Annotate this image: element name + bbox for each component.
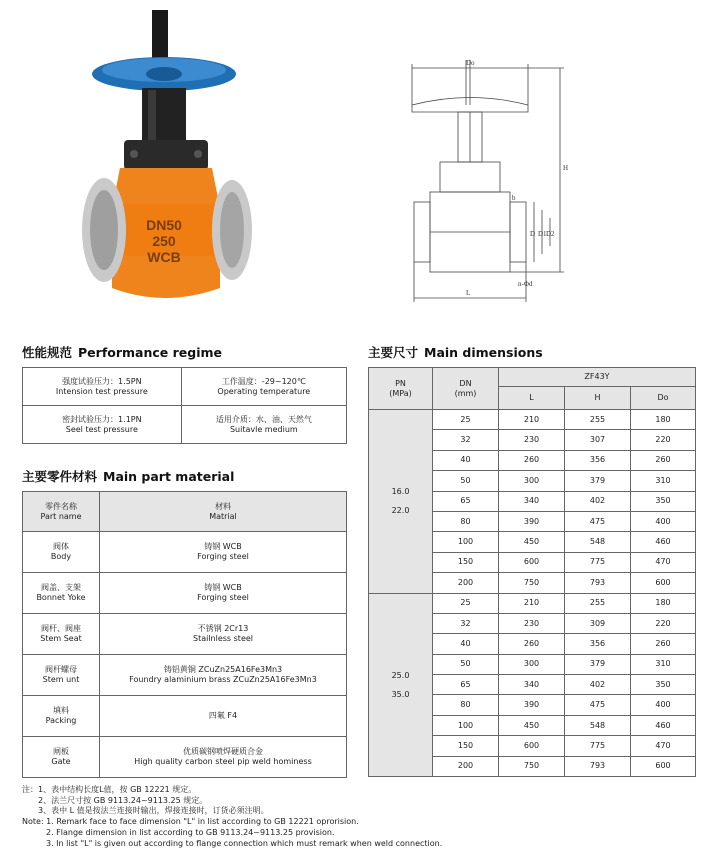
dimension-label: D1 — [538, 230, 547, 238]
do-cell: 350 — [631, 491, 696, 511]
l-cell: 230 — [499, 613, 565, 633]
header-cell-do: Do — [631, 387, 696, 410]
pn-value: 16.0 — [391, 487, 410, 497]
table-header-row — [369, 368, 696, 387]
h-cell: 775 — [565, 552, 631, 572]
l-cell: 450 — [499, 715, 565, 735]
material-section-title — [22, 467, 234, 485]
table-cell — [23, 655, 100, 696]
h-cell: 402 — [565, 675, 631, 695]
table-cell — [23, 614, 100, 655]
material-en: Forging steel — [197, 593, 249, 602]
part-name-cn: 阀杆、阀座 — [41, 624, 81, 633]
part-name-en: Stem unt — [42, 675, 80, 684]
h-cell: 379 — [565, 654, 631, 674]
do-cell: 310 — [631, 654, 696, 674]
dn-cell: 80 — [433, 695, 499, 715]
material-cn: 铸钢 WCB — [204, 583, 242, 592]
dn-cell: 100 — [433, 715, 499, 735]
do-cell: 470 — [631, 552, 696, 572]
do-cell: 470 — [631, 736, 696, 756]
header-text: PN — [395, 378, 406, 388]
material-table — [22, 491, 347, 778]
performance-title-en: Performance regime — [78, 345, 222, 360]
pn-value: 25.0 — [391, 670, 410, 680]
table-cell — [181, 406, 346, 444]
dn-cell: 40 — [433, 450, 499, 470]
dn-cell: 32 — [433, 430, 499, 450]
l-cell: 300 — [499, 471, 565, 491]
h-cell: 775 — [565, 736, 631, 756]
do-cell: 400 — [631, 695, 696, 715]
cell-text-en: Operating temperature — [217, 386, 311, 396]
note-line: 2. Flange dimension in list according to GB 9113.24~9113.25 provision. — [22, 827, 335, 837]
material-cn: 优质碳钢喷焊硬质合金 — [183, 747, 263, 756]
table-cell — [23, 573, 100, 614]
header-cell — [100, 492, 347, 532]
header-text-cn: 材料 — [215, 501, 231, 511]
header-cell — [23, 492, 100, 532]
do-cell: 180 — [631, 410, 696, 430]
material-en: Foundry alaminium brass ZCuZn25A16Fe3Mn3 — [129, 675, 317, 684]
header-cell-h: H — [565, 387, 631, 410]
h-cell: 793 — [565, 573, 631, 593]
material-cn: 铸铝黄铜 ZCuZn25A16Fe3Mn3 — [163, 665, 283, 674]
material-cn: 不锈钢 2Cr13 — [197, 624, 249, 633]
dimensions-table — [368, 367, 696, 777]
dn-cell: 50 — [433, 654, 499, 674]
note-line: 注：1、表中结构长度L值，按 GB 12221 规定。 — [22, 785, 197, 794]
table-cell — [100, 573, 347, 614]
table-cell — [23, 406, 182, 444]
table-row — [369, 593, 696, 613]
table-cell — [23, 368, 182, 406]
material-title-cn: 主要零件材料 — [22, 469, 98, 484]
pn-cell — [369, 410, 433, 594]
table-row — [23, 573, 347, 614]
dn-cell: 80 — [433, 511, 499, 531]
table-row — [23, 368, 347, 406]
table-cell — [23, 532, 100, 573]
l-cell: 600 — [499, 552, 565, 572]
table-row — [369, 410, 696, 430]
dn-cell: 65 — [433, 491, 499, 511]
header-text-en: Part name — [40, 511, 82, 521]
material-en: Forging steel — [197, 552, 249, 561]
cell-text-cn: 密封试验压力：1.1PN — [62, 414, 142, 424]
header-unit: (MPa) — [389, 388, 412, 398]
header-text-cn: 零件名称 — [45, 501, 77, 511]
dn-cell: 200 — [433, 756, 499, 776]
h-cell: 402 — [565, 491, 631, 511]
table-row — [23, 614, 347, 655]
h-cell: 309 — [565, 613, 631, 633]
dimension-label: D — [530, 230, 536, 238]
h-cell: 307 — [565, 430, 631, 450]
l-cell: 260 — [499, 634, 565, 654]
l-cell: 450 — [499, 532, 565, 552]
part-name-cn: 阀杆螺母 — [45, 665, 77, 674]
l-cell: 390 — [499, 695, 565, 715]
h-cell: 356 — [565, 450, 631, 470]
cast-text: WCB — [147, 249, 181, 265]
h-cell: 548 — [565, 532, 631, 552]
header-cell-model: ZF43Y — [499, 368, 696, 387]
h-cell: 379 — [565, 471, 631, 491]
dn-cell: 40 — [433, 634, 499, 654]
cell-text-en: Seel test pressure — [65, 424, 138, 434]
pn-value: 35.0 — [391, 689, 410, 699]
header-cell-dn — [433, 368, 499, 410]
l-cell: 750 — [499, 573, 565, 593]
table-cell — [100, 696, 347, 737]
note-line: 3. In list "L" is given out according to flange connection which must remark when weld connection. — [22, 838, 443, 848]
header-text: DN — [459, 378, 472, 388]
h-cell: 255 — [565, 593, 631, 613]
l-cell: 340 — [499, 491, 565, 511]
h-cell: 793 — [565, 756, 631, 776]
performance-table — [22, 367, 347, 444]
dimension-label: D2 — [546, 230, 555, 238]
table-cell — [100, 532, 347, 573]
cell-text-en: Suitavle medium — [229, 424, 298, 434]
table-row — [23, 532, 347, 573]
cell-text-cn: 工作温度：-29~120℃ — [221, 376, 306, 386]
dn-cell: 150 — [433, 552, 499, 572]
dimension-label: L — [466, 289, 471, 297]
dn-cell: 25 — [433, 410, 499, 430]
l-cell: 340 — [499, 675, 565, 695]
do-cell: 260 — [631, 634, 696, 654]
material-title-en: Main part material — [103, 469, 235, 484]
dn-cell: 150 — [433, 736, 499, 756]
note-line: 2、法兰尺寸按 GB 9113.24~9113.25 规定。 — [22, 795, 208, 805]
cell-text-en: Intension test pressure — [55, 386, 148, 396]
l-cell: 210 — [499, 593, 565, 613]
do-cell: 460 — [631, 532, 696, 552]
table-row — [23, 406, 347, 444]
dimension-label: b — [512, 194, 516, 202]
part-name-cn: 填料 — [53, 706, 69, 715]
table-row — [23, 737, 347, 778]
dn-cell: 200 — [433, 573, 499, 593]
dn-cell: 100 — [433, 532, 499, 552]
l-cell: 260 — [499, 450, 565, 470]
do-cell: 600 — [631, 573, 696, 593]
h-cell: 548 — [565, 715, 631, 735]
table-cell — [23, 737, 100, 778]
table-row — [23, 655, 347, 696]
l-cell: 230 — [499, 430, 565, 450]
dimensions-section-title — [368, 343, 543, 361]
material-cn: 铸钢 WCB — [204, 542, 242, 551]
dimension-label: H — [563, 164, 569, 172]
dimension-label: Do — [466, 59, 475, 67]
do-cell: 600 — [631, 756, 696, 776]
do-cell: 460 — [631, 715, 696, 735]
l-cell: 210 — [499, 410, 565, 430]
h-cell: 255 — [565, 410, 631, 430]
do-cell: 350 — [631, 675, 696, 695]
cast-text: 250 — [152, 233, 176, 249]
do-cell: 220 — [631, 613, 696, 633]
material-en: High quality carbon steel pip weld hominess — [134, 757, 312, 766]
h-cell: 356 — [565, 634, 631, 654]
do-cell: 400 — [631, 511, 696, 531]
header-text-en: Matrial — [209, 511, 237, 521]
header-cell-pn — [369, 368, 433, 410]
material-en: Stailnless steel — [192, 634, 254, 643]
part-name-en: Packing — [45, 716, 77, 725]
do-cell: 260 — [631, 450, 696, 470]
valve-photo — [64, 8, 294, 308]
performance-title-cn: 性能规范 — [22, 345, 73, 360]
do-cell: 180 — [631, 593, 696, 613]
table-cell — [100, 655, 347, 696]
dimensions-title-cn: 主要尺寸 — [368, 345, 419, 360]
part-name-en: Stem Seat — [40, 634, 82, 643]
dimensions-table-body — [369, 410, 696, 777]
pn-value: 22.0 — [391, 506, 410, 516]
do-cell: 220 — [631, 430, 696, 450]
dn-cell: 65 — [433, 675, 499, 695]
dimension-label: n-Φd — [518, 280, 533, 288]
notes — [22, 785, 442, 849]
header-cell-l: L — [499, 387, 565, 410]
table-cell — [100, 614, 347, 655]
h-cell: 475 — [565, 511, 631, 531]
l-cell: 300 — [499, 654, 565, 674]
cell-text-cn: 适用介质：水、油、天然气 — [215, 414, 312, 424]
table-row — [23, 696, 347, 737]
pn-cell — [369, 593, 433, 777]
part-name-cn: 阀盖、支架 — [41, 583, 81, 592]
do-cell: 310 — [631, 471, 696, 491]
part-name-cn: 阀体 — [53, 542, 69, 551]
material-cn: 四氟 F4 — [208, 711, 238, 720]
note-line: Note: 1. Remark face to face dimension "L" in list according to GB 12221 oprorision. — [22, 817, 359, 827]
cell-text-cn: 强度试验压力：1.5PN — [62, 376, 142, 386]
dn-cell: 50 — [433, 471, 499, 491]
dn-cell: 25 — [433, 593, 499, 613]
h-cell: 475 — [565, 695, 631, 715]
note-line: 3、表中 L 值是按法兰连接时输出，焊接连接时，订货必须注明。 — [22, 806, 269, 816]
part-name-en: Bonnet Yoke — [36, 593, 86, 602]
table-header-row — [23, 492, 347, 532]
l-cell: 600 — [499, 736, 565, 756]
performance-section-title — [22, 343, 222, 361]
valve-dimension-drawing — [400, 50, 580, 310]
cast-text: DN50 — [146, 217, 182, 233]
dn-cell: 32 — [433, 613, 499, 633]
part-name-en: Body — [50, 552, 72, 561]
l-cell: 750 — [499, 756, 565, 776]
table-cell — [100, 737, 347, 778]
dimensions-title-en: Main dimensions — [424, 345, 543, 360]
table-cell — [181, 368, 346, 406]
table-cell — [23, 696, 100, 737]
header-unit: (mm) — [454, 388, 477, 398]
l-cell: 390 — [499, 511, 565, 531]
part-name-en: Gate — [51, 757, 71, 766]
part-name-cn: 闸板 — [53, 747, 69, 756]
